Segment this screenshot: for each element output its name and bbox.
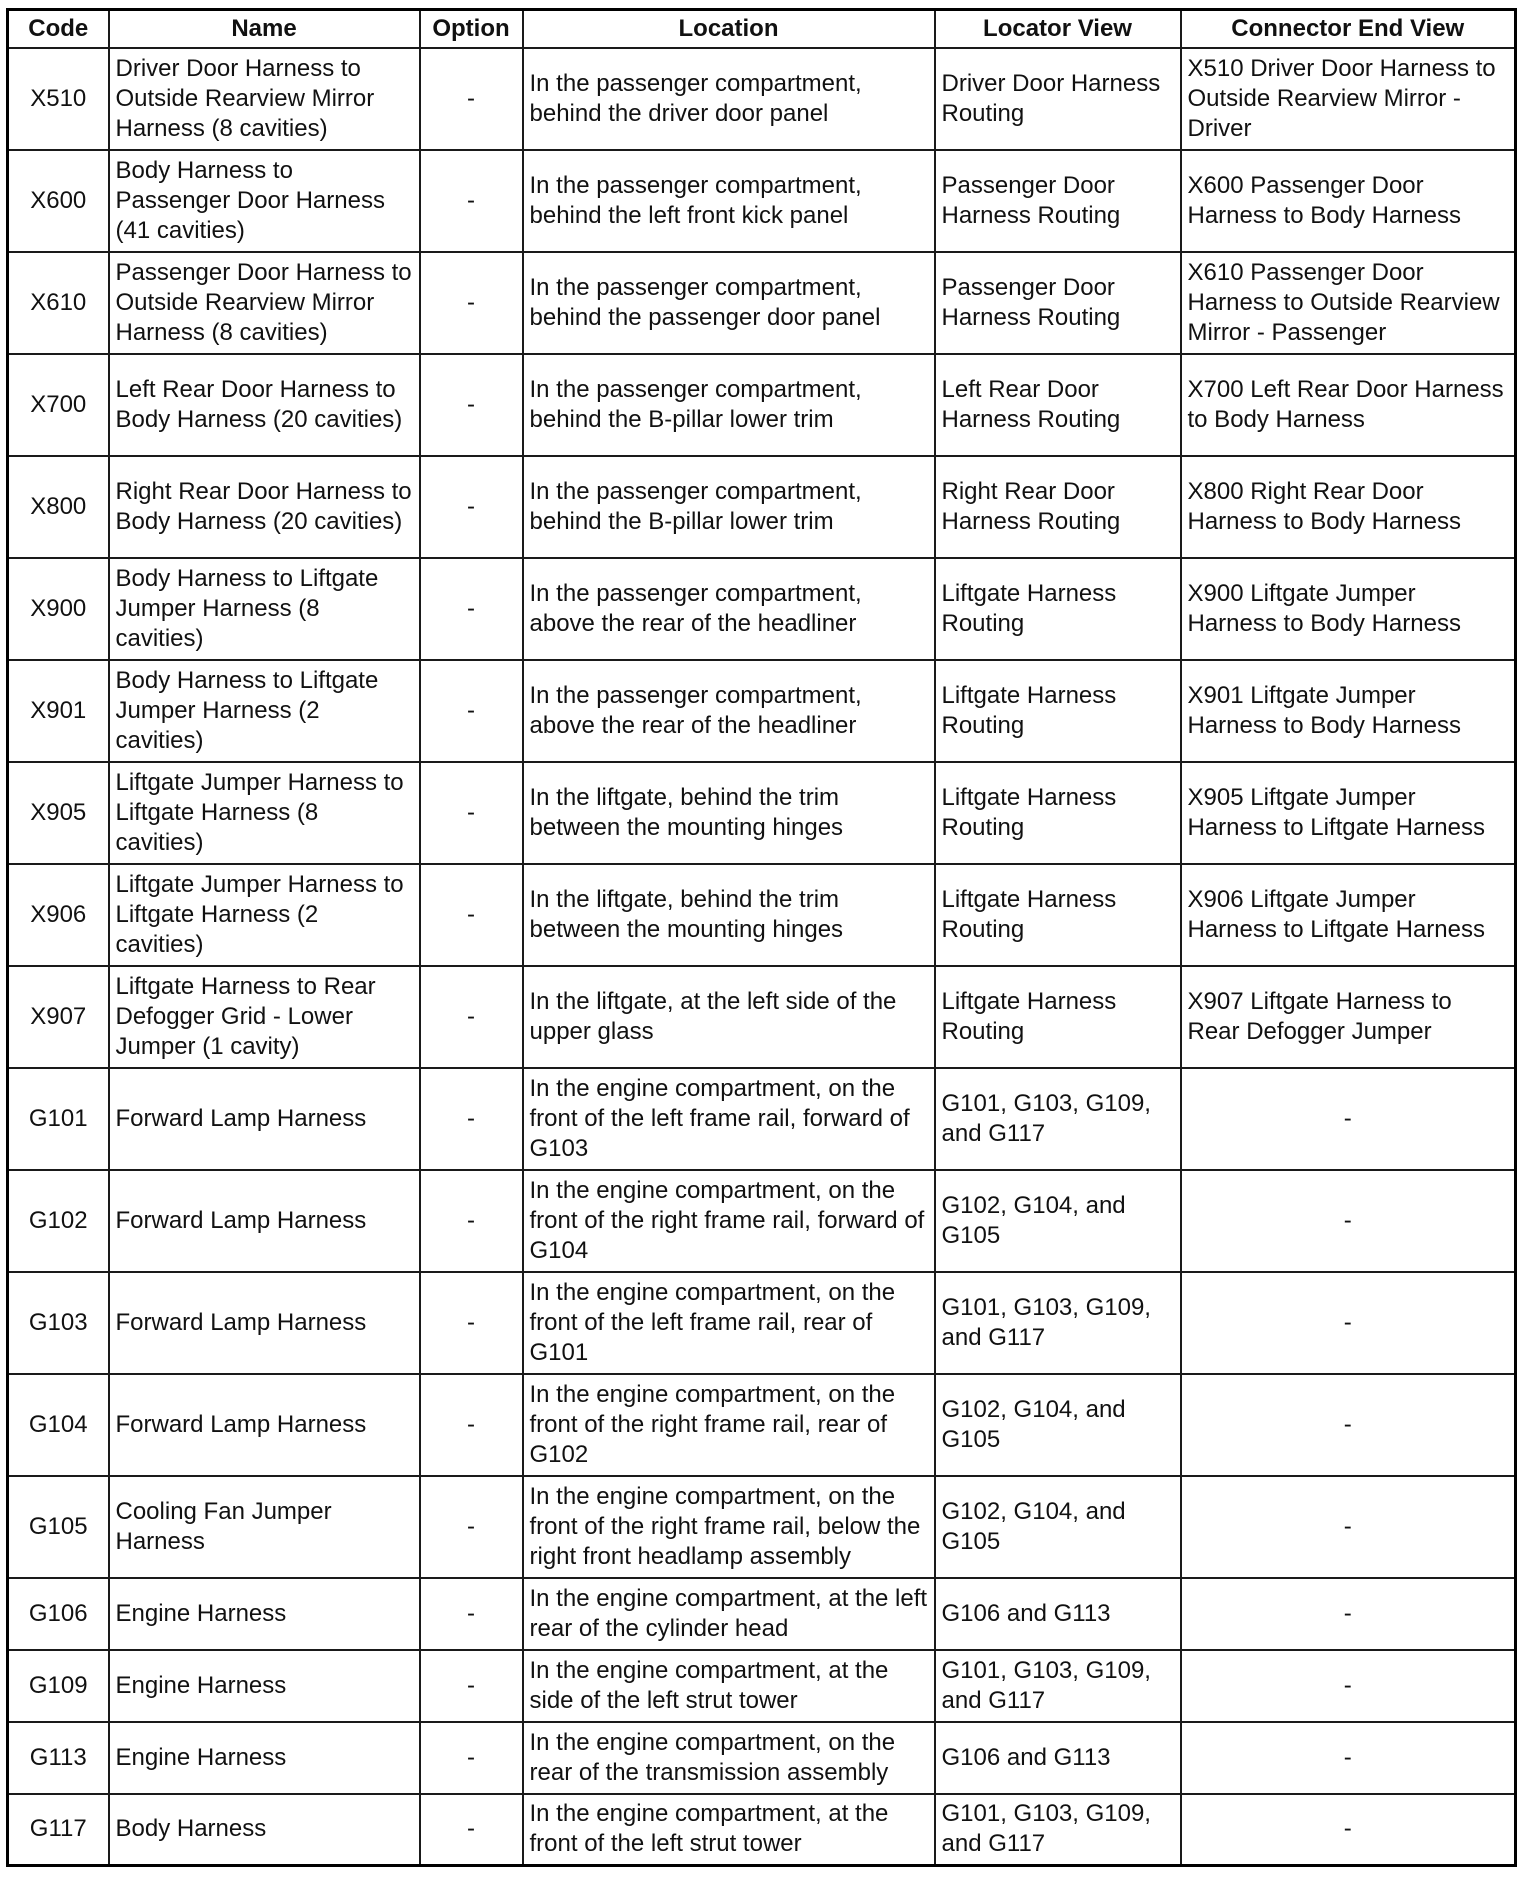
table-row	[8, 1794, 1516, 1866]
cell-location: In the engine compartment, on the front of the right frame rail, below the right front headlamp assembly	[523, 1476, 935, 1578]
cell-code: X600	[8, 150, 109, 252]
cell-location: In the passenger compartment, behind the left front kick panel	[523, 150, 935, 252]
cell-name: Engine Harness	[109, 1722, 420, 1794]
cell-option: -	[420, 354, 523, 456]
cell-location: In the engine compartment, on the rear of the transmission assembly	[523, 1722, 935, 1794]
cell-code: X800	[8, 456, 109, 558]
cell-option: -	[420, 1722, 523, 1794]
cell-locator-view: Liftgate Harness Routing	[935, 558, 1181, 660]
cell-location: In the engine compartment, on the front of the right frame rail, rear of G102	[523, 1374, 935, 1476]
cell-code: G109	[8, 1650, 109, 1722]
cell-locator-view: G106 and G113	[935, 1578, 1181, 1650]
table-row	[8, 1170, 1516, 1272]
cell-connector-end-view: X700 Left Rear Door Harness to Body Harness	[1181, 354, 1516, 456]
cell-locator-view: G101, G103, G109, and G117	[935, 1272, 1181, 1374]
table-row	[8, 252, 1516, 354]
cell-locator-view: Passenger Door Harness Routing	[935, 252, 1181, 354]
cell-connector-end-view: X905 Liftgate Jumper Harness to Liftgate Harness	[1181, 762, 1516, 864]
header-option: Option	[420, 10, 523, 48]
header-row	[8, 10, 1516, 48]
cell-locator-view: G101, G103, G109, and G117	[935, 1650, 1181, 1722]
cell-option: -	[420, 1476, 523, 1578]
cell-locator-view: Liftgate Harness Routing	[935, 762, 1181, 864]
cell-locator-view: G101, G103, G109, and G117	[935, 1068, 1181, 1170]
cell-connector-end-view: -	[1181, 1650, 1516, 1722]
cell-locator-view: Driver Door Harness Routing	[935, 48, 1181, 150]
cell-name: Body Harness to Liftgate Jumper Harness (8 cavities)	[109, 558, 420, 660]
cell-name: Right Rear Door Harness to Body Harness (20 cavities)	[109, 456, 420, 558]
table-row	[8, 1650, 1516, 1722]
cell-name: Engine Harness	[109, 1578, 420, 1650]
cell-location: In the engine compartment, on the front of the left frame rail, rear of G101	[523, 1272, 935, 1374]
cell-locator-view: G102, G104, and G105	[935, 1374, 1181, 1476]
cell-connector-end-view: -	[1181, 1578, 1516, 1650]
cell-name: Left Rear Door Harness to Body Harness (20 cavities)	[109, 354, 420, 456]
cell-option: -	[420, 1170, 523, 1272]
cell-connector-end-view: X906 Liftgate Jumper Harness to Liftgate Harness	[1181, 864, 1516, 966]
table-row	[8, 1578, 1516, 1650]
cell-connector-end-view: -	[1181, 1722, 1516, 1794]
table-row	[8, 1272, 1516, 1374]
cell-code: G104	[8, 1374, 109, 1476]
cell-locator-view: Liftgate Harness Routing	[935, 660, 1181, 762]
cell-location: In the passenger compartment, behind the driver door panel	[523, 48, 935, 150]
cell-connector-end-view: -	[1181, 1272, 1516, 1374]
table-row	[8, 456, 1516, 558]
table-row	[8, 966, 1516, 1068]
cell-option: -	[420, 762, 523, 864]
cell-connector-end-view: X510 Driver Door Harness to Outside Rearview Mirror - Driver	[1181, 48, 1516, 150]
cell-locator-view: G102, G104, and G105	[935, 1476, 1181, 1578]
cell-location: In the engine compartment, on the front of the left frame rail, forward of G103	[523, 1068, 935, 1170]
cell-connector-end-view: -	[1181, 1374, 1516, 1476]
cell-locator-view: Left Rear Door Harness Routing	[935, 354, 1181, 456]
header-location: Location	[523, 10, 935, 48]
cell-locator-view: Liftgate Harness Routing	[935, 966, 1181, 1068]
cell-code: X610	[8, 252, 109, 354]
cell-locator-view: Liftgate Harness Routing	[935, 864, 1181, 966]
cell-code: G117	[8, 1794, 109, 1866]
cell-code: X905	[8, 762, 109, 864]
cell-connector-end-view: X610 Passenger Door Harness to Outside Rearview Mirror - Passenger	[1181, 252, 1516, 354]
cell-location: In the passenger compartment, behind the B-pillar lower trim	[523, 456, 935, 558]
header-locator-view: Locator View	[935, 10, 1181, 48]
table-row	[8, 150, 1516, 252]
cell-option: -	[420, 660, 523, 762]
table-row	[8, 1068, 1516, 1170]
cell-connector-end-view: X900 Liftgate Jumper Harness to Body Harness	[1181, 558, 1516, 660]
cell-connector-end-view: X600 Passenger Door Harness to Body Harness	[1181, 150, 1516, 252]
cell-name: Forward Lamp Harness	[109, 1272, 420, 1374]
cell-name: Body Harness to Liftgate Jumper Harness (2 cavities)	[109, 660, 420, 762]
cell-option: -	[420, 1794, 523, 1866]
table-row	[8, 48, 1516, 150]
cell-code: G102	[8, 1170, 109, 1272]
cell-locator-view: Right Rear Door Harness Routing	[935, 456, 1181, 558]
table-row	[8, 762, 1516, 864]
cell-locator-view: G106 and G113	[935, 1722, 1181, 1794]
header-code: Code	[8, 10, 109, 48]
header-connector-end-view: Connector End View	[1181, 10, 1516, 48]
cell-code: X900	[8, 558, 109, 660]
cell-option: -	[420, 1650, 523, 1722]
cell-location: In the liftgate, behind the trim between the mounting hinges	[523, 762, 935, 864]
cell-locator-view: Passenger Door Harness Routing	[935, 150, 1181, 252]
cell-option: -	[420, 456, 523, 558]
cell-connector-end-view: X907 Liftgate Harness to Rear Defogger Jumper	[1181, 966, 1516, 1068]
cell-name: Engine Harness	[109, 1650, 420, 1722]
cell-name: Body Harness to Passenger Door Harness (41 cavities)	[109, 150, 420, 252]
header-name: Name	[109, 10, 420, 48]
cell-location: In the passenger compartment, behind the passenger door panel	[523, 252, 935, 354]
cell-locator-view: G101, G103, G109, and G117	[935, 1794, 1181, 1866]
cell-option: -	[420, 864, 523, 966]
cell-code: G106	[8, 1578, 109, 1650]
cell-code: X907	[8, 966, 109, 1068]
connector-table	[6, 8, 1517, 1867]
cell-name: Driver Door Harness to Outside Rearview Mirror Harness (8 cavities)	[109, 48, 420, 150]
cell-connector-end-view: -	[1181, 1476, 1516, 1578]
cell-locator-view: G102, G104, and G105	[935, 1170, 1181, 1272]
cell-name: Forward Lamp Harness	[109, 1374, 420, 1476]
cell-connector-end-view: -	[1181, 1068, 1516, 1170]
cell-name: Forward Lamp Harness	[109, 1068, 420, 1170]
cell-option: -	[420, 1068, 523, 1170]
cell-location: In the engine compartment, at the left rear of the cylinder head	[523, 1578, 935, 1650]
cell-option: -	[420, 1374, 523, 1476]
cell-connector-end-view: X800 Right Rear Door Harness to Body Harness	[1181, 456, 1516, 558]
cell-option: -	[420, 558, 523, 660]
cell-name: Liftgate Jumper Harness to Liftgate Harness (8 cavities)	[109, 762, 420, 864]
cell-option: -	[420, 966, 523, 1068]
cell-location: In the passenger compartment, above the rear of the headliner	[523, 558, 935, 660]
table-row	[8, 558, 1516, 660]
cell-name: Forward Lamp Harness	[109, 1170, 420, 1272]
cell-connector-end-view: -	[1181, 1170, 1516, 1272]
cell-name: Liftgate Harness to Rear Defogger Grid - Lower Jumper (1 cavity)	[109, 966, 420, 1068]
cell-code: X906	[8, 864, 109, 966]
cell-connector-end-view: -	[1181, 1794, 1516, 1866]
table-row	[8, 1374, 1516, 1476]
cell-name: Liftgate Jumper Harness to Liftgate Harness (2 cavities)	[109, 864, 420, 966]
cell-location: In the passenger compartment, above the rear of the headliner	[523, 660, 935, 762]
cell-location: In the engine compartment, at the side of the left strut tower	[523, 1650, 935, 1722]
cell-location: In the liftgate, behind the trim between the mounting hinges	[523, 864, 935, 966]
cell-name: Cooling Fan Jumper Harness	[109, 1476, 420, 1578]
cell-code: G101	[8, 1068, 109, 1170]
cell-option: -	[420, 252, 523, 354]
table-row	[8, 660, 1516, 762]
cell-code: G103	[8, 1272, 109, 1374]
cell-code: G105	[8, 1476, 109, 1578]
cell-location: In the passenger compartment, behind the B-pillar lower trim	[523, 354, 935, 456]
cell-code: X700	[8, 354, 109, 456]
table-body	[8, 48, 1516, 1866]
cell-option: -	[420, 150, 523, 252]
table-row	[8, 1476, 1516, 1578]
cell-location: In the engine compartment, at the front of the left strut tower	[523, 1794, 935, 1866]
connector-table-container	[6, 8, 1514, 1867]
cell-code: G113	[8, 1722, 109, 1794]
cell-name: Passenger Door Harness to Outside Rearview Mirror Harness (8 cavities)	[109, 252, 420, 354]
cell-code: X510	[8, 48, 109, 150]
cell-option: -	[420, 1272, 523, 1374]
table-row	[8, 864, 1516, 966]
table-row	[8, 354, 1516, 456]
cell-option: -	[420, 1578, 523, 1650]
cell-option: -	[420, 48, 523, 150]
cell-location: In the liftgate, at the left side of the upper glass	[523, 966, 935, 1068]
cell-location: In the engine compartment, on the front of the right frame rail, forward of G104	[523, 1170, 935, 1272]
cell-code: X901	[8, 660, 109, 762]
table-row	[8, 1722, 1516, 1794]
cell-name: Body Harness	[109, 1794, 420, 1866]
cell-connector-end-view: X901 Liftgate Jumper Harness to Body Harness	[1181, 660, 1516, 762]
